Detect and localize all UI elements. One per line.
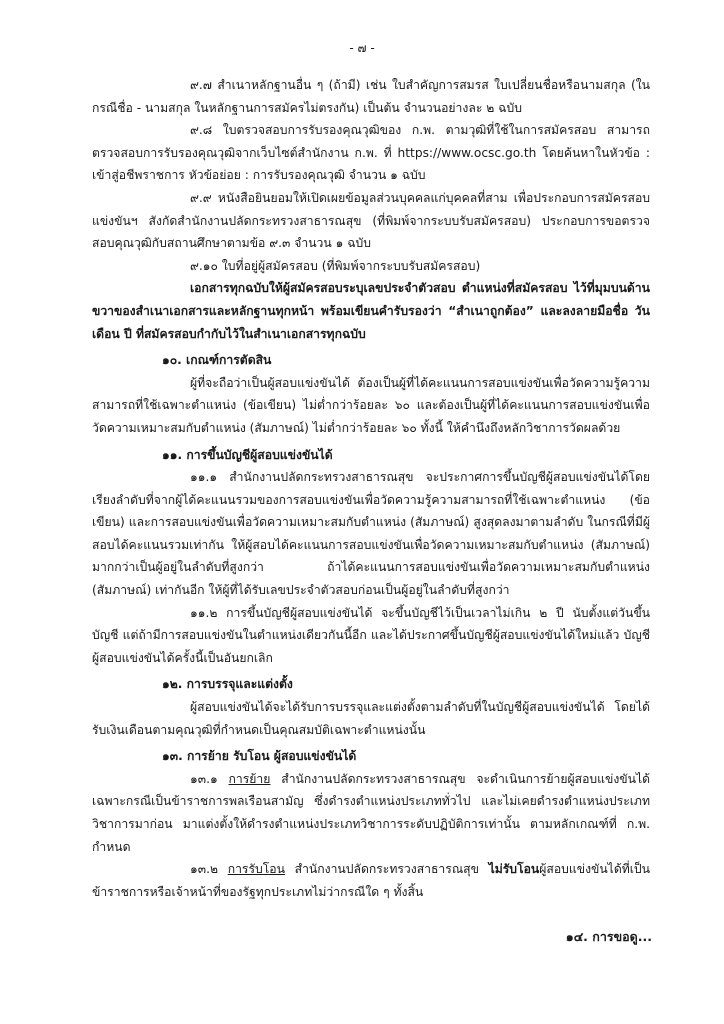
section-12-body: ผู้สอบแข่งขันได้จะได้รับการบรรจุและแต่งตั้งตามลำดับที่ในบัญชีผู้สอบแข่งขันได้ โดยได้รับเงินเดือนตามคุณวุฒิที่กำหนดเป็นคุณสมบัติเฉพาะตำแหน่งนั้น (92, 700, 650, 737)
next-page-continuation: ๑๔. การขอดู... (565, 929, 652, 944)
item-9-8: ๙.๘ ใบตรวจสอบการรับรองคุณวุฒิของ ก.พ. ตามวุฒิที่ใช้ในการสมัครสอบ สามารถตรวจสอบการรับรองคุณวุฒิจากเว็บไซต์สำนักงาน ก.พ. ที่ https://www.ocsc.go.th โดยค้นหาในหัวข้อ : เข้าสู่อชีพราชการ หัวข้อย่อย : การรับรองคุณวุฒิ จำนวน ๑ ฉบับ (92, 123, 650, 183)
section-13-2 (92, 858, 650, 903)
page-content (92, 74, 650, 903)
page-number: - ๗ - (349, 41, 375, 55)
section-10-body: ผู้ที่จะถือว่าเป็นผู้สอบแข่งขันได้ ต้องเป็นผู้ที่ได้คะแนนการสอบแข่งขันเพื่อวัดความรู้ความสามารถที่ใช้เฉพาะตำแหน่ง (ข้อเขียน) ไม่ต่ำกว่าร้อยละ ๖๐ และต้องเป็นผู้ที่ได้คะแนนการสอบแข่งขันเพื่อวัดความเหมาะสมกับตำแหน่ง (สัมภาษณ์) ไม่ต่ำกว่าร้อยละ ๖๐ ทั้งนี้ ให้คำนึงถึงหลักวิชาการวัดผลด้วย (92, 375, 650, 435)
section-11-2: ๑๑.๒ การขึ้นบัญชีผู้สอบแข่งขันได้ จะขึ้นบัญชีไว้เป็นเวลาไม่เกิน ๒ ปี นับตั้งแต่วันขึ้นบัญชี แต่ถ้ามีการสอบแข่งขันในตำแหน่งเดียวกันนี้อีก และได้ประกาศขึ้นบัญชีผู้สอบแข่งขันได้ใหม่แล้ว บัญชีผู้สอบแข่งขันได้ครั้งนี้เป็นอันยกเลิก (92, 605, 650, 665)
section-13-2-text-b: ผู้สอบแข่งขันได้ที่เป็นข้าราชการหรือเจ้าหน้าที่ของรัฐทุกประเภทไม่ว่ากรณีใด ๆ ทั้งสิ้น (92, 862, 650, 899)
section-13-2-text-a: สำนักงานปลัดกระทรวงสาธารณสุข (284, 862, 489, 877)
section-12-heading: ๑๒. การบรรจุและแต่งตั้ง (162, 677, 293, 692)
item-9-9: ๙.๙ หนังสือยินยอมให้เปิดเผยข้อมูลส่วนบุคคลแก่บุคคลที่สาม เพื่อประกอบการสมัครสอบแข่งขันฯ สังกัดสำนักงานปลัดกระทรวงสาธารณสุข (ที่พิมพ์จากระบบรับสมัครสอบ) ประกอบการขอตรวจสอบคุณวุฒิกับสถานศึกษาตามข้อ ๙.๓ จำนวน ๑ ฉบับ (92, 190, 650, 251)
section-13-1 (92, 768, 650, 858)
item-9-7: ๙.๗ สำเนาหลักฐานอื่น ๆ (ถ้ามี) เช่น ใบสำคัญการสมรส ใบเปลี่ยนชื่อหรือนามสกุล (ในกรณีชื่อ - นามสกุล ในหลักฐานการสมัครไม่ตรงกัน) เป็นต้น จำนวนอย่างละ ๒ ฉบับ (92, 78, 650, 115)
section-13-1-term: การย้าย (228, 771, 271, 786)
section-13-2-term: การรับโอน (227, 862, 285, 877)
section-13-2-emphasis: ไม่รับโอน (488, 862, 540, 877)
section-13-2-number: ๑๓.๒ (190, 862, 218, 877)
section-13-1-text: สำนักงานปลัดกระทรวงสาธารณสุข จะดำเนินการย้ายผู้สอบแข่งขันได้เฉพาะกรณีเป็นข้าราชการพลเรือนสามัญ ซึ่งดำรงตำแหน่งประเภททั่วไป และไม่เคยดำรงตำแหน่งประเภทวิชาการมาก่อน มาแต่งตั้งให้ดำรงตำแหน่งประเภทวิชาการระดับปฏิบัติการเท่านั้น ตามหลักเกณฑ์ที่ ก.พ. กำหนด (92, 771, 650, 854)
item-9-10: ๙.๑๐ ใบที่อยู่ผู้สมัครสอบ (ที่พิมพ์จากระบบรับสมัครสอบ) (190, 258, 481, 273)
section-13-heading: ๑๓. การย้าย รับโอน ผู้สอบแข่งขันได้ (162, 749, 357, 764)
document-certification-note: เอกสารทุกฉบับให้ผู้สมัครสอบระบุเลขประจำตัวสอบ ตำแหน่งที่สมัครสอบ ไว้ที่มุมบนด้านขวาของสำเนาเอกสารและหลักฐานทุกหน้า พร้อมเขียนคำรับรองว่า “สำเนาถูกต้อง” และลงลายมือชื่อ วัน เดือน ปี ที่สมัครสอบกำกับไว้ในสำเนาเอกสารทุกฉบับ (92, 281, 650, 341)
section-11-1: ๑๑.๑ สำนักงานปลัดกระทรวงสาธารณสุข จะประกาศการขึ้นบัญชีผู้สอบแข่งขันได้โดยเรียงลำดับที่จากผู้ได้คะแนนรวมของการสอบแข่งขันเพื่อวัดความรู้ความสามารถที่ใช้เฉพาะตำแหน่ง (ข้อเขียน) และการสอบแข่งขันเพื่อวัดความเหมาะสมกับตำแหน่ง (สัมภาษณ์) สูงสุดลงมาตามลำดับ ในกรณีที่มีผู้สอบได้คะแนนรวมเท่ากัน ให้ผู้สอบได้คะแนนการสอบแข่งขันเพื่อวัดความเหมาะสมกับตำแหน่ง (สัมภาษณ์) มากกว่าเป็นผู้อยู่ในลำดับที่สูงกว่า ถ้าได้คะแนนการสอบแข่งขันเพื่อวัดความเหมาะสมกับตำแหน่ง (สัมภาษณ์) เท่ากันอีก ให้ผู้ที่ได้รับเลขประจำตัวสอบก่อนเป็นผู้อยู่ในลำดับที่สูงกว่า (92, 470, 650, 598)
section-11-heading: ๑๑. การขึ้นบัญชีผู้สอบแข่งขันได้ (162, 447, 333, 462)
section-10-heading: ๑๐. เกณฑ์การตัดสิน (162, 353, 272, 368)
section-13-1-number: ๑๓.๑ (190, 771, 218, 786)
